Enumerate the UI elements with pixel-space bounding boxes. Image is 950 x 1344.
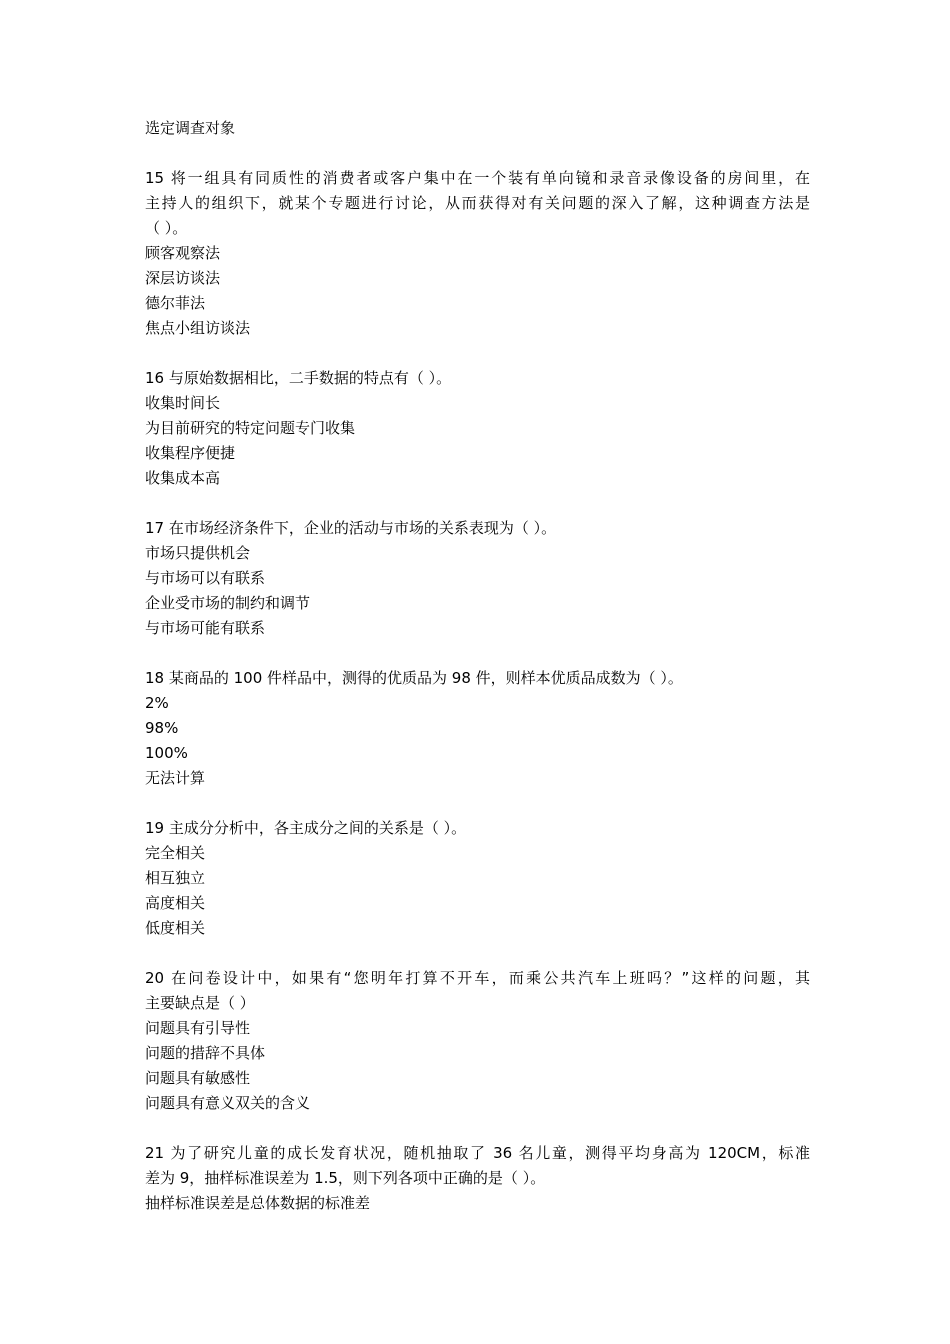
spacer <box>145 491 810 516</box>
question-15 <box>145 166 810 341</box>
question-18 <box>145 666 810 791</box>
option-b: 问题的措辞不具体 <box>145 1044 266 1062</box>
spacer <box>145 341 810 366</box>
question-stem <box>145 166 810 241</box>
spacer <box>145 641 810 666</box>
option-b: 98% <box>145 719 179 737</box>
question-stem <box>145 1141 810 1191</box>
spacer <box>145 941 810 966</box>
question-19 <box>145 816 810 941</box>
option-c: 高度相关 <box>145 894 206 912</box>
option-a: 抽样标准误差是总体数据的标准差 <box>145 1194 371 1212</box>
option-c: 企业受市场的制约和调节 <box>145 594 311 612</box>
question-line: 19 主成分分析中，各主成分之间的关系是（ ）。 <box>145 819 467 837</box>
option-a: 收集时间长 <box>145 394 221 412</box>
question-line: （ ）。 <box>145 219 188 237</box>
question-line: 16 与原始数据相比，二手数据的特点有（ ）。 <box>145 369 452 387</box>
option-a: 2% <box>145 694 169 712</box>
option-c: 100% <box>145 744 188 762</box>
question-stem <box>145 666 810 691</box>
option-a: 市场只提供机会 <box>145 544 251 562</box>
question-stem <box>145 366 810 391</box>
option-d: 与市场可能有联系 <box>145 619 266 637</box>
spacer <box>145 141 810 166</box>
question-line: 18 某商品的 100 件样品中，测得的优质品为 98 件，则样本优质品成数为（ ）。 <box>145 669 683 687</box>
question-line: 15 将一组具有同质性的消费者或客户集中在一个装有单向镜和录音录像设备的房间里，在 <box>145 169 810 187</box>
option-d: 无法计算 <box>145 769 206 787</box>
lead-line: 选定调查对象 <box>145 119 236 137</box>
option-b: 与市场可以有联系 <box>145 569 266 587</box>
option-c: 德尔菲法 <box>145 294 206 312</box>
question-line: 21 为了研究儿童的成长发育状况，随机抽取了 36 名儿童，测得平均身高为 120CM，标准 <box>145 1144 810 1162</box>
option-a: 完全相关 <box>145 844 206 862</box>
question-line: 17 在市场经济条件下，企业的活动与市场的关系表现为（ ）。 <box>145 519 557 537</box>
option-d: 收集成本高 <box>145 469 221 487</box>
question-line: 主持人的组织下，就某个专题进行讨论，从而获得对有关问题的深入了解，这种调查方法是 <box>145 194 810 212</box>
question-line: 差为 9，抽样标准误差为 1.5，则下列各项中正确的是（ ）。 <box>145 1169 546 1187</box>
option-b: 为目前研究的特定问题专门收集 <box>145 419 356 437</box>
option-a: 问题具有引导性 <box>145 1019 251 1037</box>
document-content <box>145 116 810 1216</box>
spacer <box>145 1116 810 1141</box>
option-d: 焦点小组访谈法 <box>145 319 251 337</box>
option-b: 深层访谈法 <box>145 269 221 287</box>
question-stem <box>145 816 810 841</box>
question-21 <box>145 1141 810 1216</box>
question-20 <box>145 966 810 1116</box>
question-16 <box>145 366 810 491</box>
option-a: 顾客观察法 <box>145 244 221 262</box>
question-stem <box>145 966 810 1016</box>
question-line: 20 在问卷设计中，如果有“您明年打算不开车，而乘公共汽车上班吗？”这样的问题，其 <box>145 969 810 987</box>
option-c: 问题具有敏感性 <box>145 1069 251 1087</box>
spacer <box>145 791 810 816</box>
question-stem <box>145 516 810 541</box>
option-d: 低度相关 <box>145 919 206 937</box>
option-d: 问题具有意义双关的含义 <box>145 1094 311 1112</box>
question-line: 主要缺点是（ ） <box>145 994 255 1012</box>
question-17 <box>145 516 810 641</box>
option-b: 相互独立 <box>145 869 206 887</box>
option-c: 收集程序便捷 <box>145 444 236 462</box>
